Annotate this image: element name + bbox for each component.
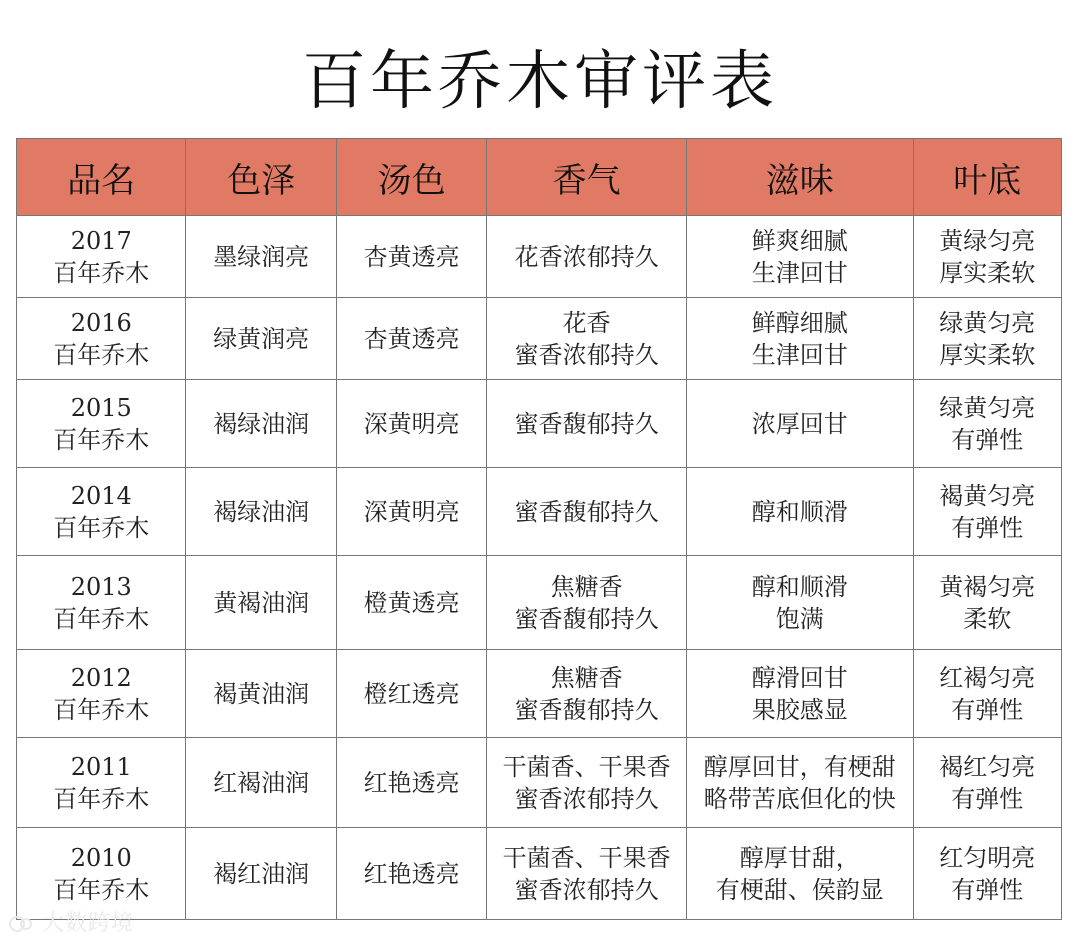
cell-text: 2013 (70, 572, 132, 601)
page-title: 百年乔木审评表 (302, 45, 778, 119)
cell-text: 绿黄润亮 (213, 324, 310, 353)
watermark (8, 906, 134, 937)
cell-color (186, 216, 336, 298)
cell-text: 橙红透亮 (363, 679, 460, 708)
cell-text: 蜜香馥郁持久 (514, 604, 659, 633)
cell-taste (686, 738, 913, 828)
cell-text: 绿黄匀亮 (939, 308, 1036, 337)
cell-text: 2017 (70, 226, 132, 255)
cell-liquor (336, 650, 486, 738)
cell-name (17, 650, 186, 738)
cell-text: 厚实柔软 (939, 340, 1036, 369)
cell-text: 鲜醇细腻 (751, 308, 848, 337)
header-leaf: 叶底 (913, 139, 1061, 216)
header-color: 色泽 (186, 139, 336, 216)
cell-leaf (913, 828, 1061, 920)
cell-aroma (487, 828, 687, 920)
cell-aroma (487, 468, 687, 556)
cell-text: 有梗甜、侯韵显 (715, 875, 884, 904)
cell-leaf (913, 216, 1061, 298)
cell-liquor (336, 216, 486, 298)
cell-text: 红艳透亮 (363, 768, 460, 797)
header-name: 品名 (17, 139, 186, 216)
table-row (17, 216, 1062, 298)
watermark-text: 大数跨境 (42, 911, 135, 936)
cell-text: 百年乔木 (53, 875, 150, 904)
cell-text: 醇厚回甘，有梗甜 (703, 752, 896, 781)
cell-text: 绿黄匀亮 (939, 393, 1036, 422)
table-row (17, 738, 1062, 828)
cell-text: 厚实柔软 (939, 258, 1036, 287)
cell-text: 蜜香馥郁持久 (514, 409, 659, 438)
cell-text: 蜜香浓郁持久 (514, 875, 659, 904)
cell-text: 花香浓郁持久 (514, 242, 659, 271)
cell-text: 红褐油润 (213, 768, 310, 797)
cell-text: 红艳透亮 (363, 859, 460, 888)
cell-text: 杏黄透亮 (363, 324, 460, 353)
review-table (16, 138, 1062, 920)
cell-text: 百年乔木 (53, 784, 150, 813)
cell-text: 橙黄透亮 (363, 588, 460, 617)
cell-taste (686, 298, 913, 380)
cell-aroma (487, 380, 687, 468)
cell-aroma (487, 556, 687, 650)
cell-text: 褐绿油润 (213, 409, 310, 438)
table-row (17, 380, 1062, 468)
cell-text: 黄褐匀亮 (939, 572, 1036, 601)
cell-text: 生津回甘 (751, 258, 848, 287)
cell-text: 2010 (70, 843, 132, 872)
cell-text: 褐红匀亮 (939, 752, 1036, 781)
cell-taste (686, 556, 913, 650)
cell-taste (686, 216, 913, 298)
cell-leaf (913, 468, 1061, 556)
cell-name (17, 738, 186, 828)
cell-color (186, 380, 336, 468)
cell-taste (686, 380, 913, 468)
cell-liquor (336, 298, 486, 380)
cell-text: 百年乔木 (53, 258, 150, 287)
cell-aroma (487, 298, 687, 380)
cell-text: 有弹性 (951, 425, 1024, 454)
cell-text: 有弹性 (951, 513, 1024, 542)
cell-leaf (913, 738, 1061, 828)
cell-aroma (487, 216, 687, 298)
cell-color (186, 738, 336, 828)
cell-leaf (913, 650, 1061, 738)
cell-text: 2011 (70, 752, 132, 781)
cell-color (186, 556, 336, 650)
cell-name (17, 380, 186, 468)
cell-text: 褐黄匀亮 (939, 481, 1036, 510)
cell-taste (686, 468, 913, 556)
cell-liquor (336, 468, 486, 556)
cell-liquor (336, 828, 486, 920)
cell-text: 干菌香、干果香 (502, 843, 671, 872)
cell-liquor (336, 380, 486, 468)
cell-text: 红匀明亮 (939, 843, 1036, 872)
cell-text: 花香 (562, 308, 611, 337)
cell-text: 生津回甘 (751, 340, 848, 369)
cell-text: 焦糖香 (550, 572, 623, 601)
cell-text: 2015 (70, 393, 132, 422)
cell-text: 醇和顺滑 (751, 497, 848, 526)
cell-text: 红褐匀亮 (939, 663, 1036, 692)
cell-text: 蜜香馥郁持久 (514, 695, 659, 724)
table-row (17, 650, 1062, 738)
cell-color (186, 650, 336, 738)
cell-text: 蜜香馥郁持久 (514, 497, 659, 526)
cell-text: 醇厚甘甜， (739, 843, 860, 872)
cell-text: 2016 (70, 308, 132, 337)
table-row (17, 298, 1062, 380)
cell-text: 百年乔木 (53, 604, 150, 633)
cell-text: 深黄明亮 (363, 409, 460, 438)
cell-text: 杏黄透亮 (363, 242, 460, 271)
cell-taste (686, 828, 913, 920)
header-liquor: 汤色 (336, 139, 486, 216)
cell-text: 果胶感显 (751, 695, 848, 724)
cell-text: 浓厚回甘 (751, 409, 848, 438)
cell-text: 2014 (70, 481, 132, 510)
cell-liquor (336, 738, 486, 828)
cell-name (17, 298, 186, 380)
watermark-logo-icon (8, 913, 34, 935)
cell-leaf (913, 556, 1061, 650)
cell-text: 黄褐油润 (213, 588, 310, 617)
cell-text: 鲜爽细腻 (751, 226, 848, 255)
cell-text: 干菌香、干果香 (502, 752, 671, 781)
cell-text: 有弹性 (951, 875, 1024, 904)
cell-text: 2012 (70, 663, 132, 692)
cell-text: 蜜香浓郁持久 (514, 340, 659, 369)
cell-text: 百年乔木 (53, 425, 150, 454)
cell-text: 褐绿油润 (213, 497, 310, 526)
cell-leaf (913, 298, 1061, 380)
table-row (17, 468, 1062, 556)
table-row (17, 828, 1062, 920)
cell-text: 柔软 (963, 604, 1012, 633)
cell-color (186, 298, 336, 380)
cell-text: 百年乔木 (53, 340, 150, 369)
cell-color (186, 468, 336, 556)
cell-text: 百年乔木 (53, 695, 150, 724)
table-row (17, 556, 1062, 650)
cell-text: 深黄明亮 (363, 497, 460, 526)
cell-aroma (487, 650, 687, 738)
cell-text: 醇和顺滑 (751, 572, 848, 601)
cell-text: 褐黄油润 (213, 679, 310, 708)
cell-text: 饱满 (775, 604, 824, 633)
cell-name (17, 216, 186, 298)
cell-aroma (487, 738, 687, 828)
cell-name (17, 556, 186, 650)
header-row (17, 139, 1062, 216)
header-taste: 滋味 (686, 139, 913, 216)
cell-text: 醇滑回甘 (751, 663, 848, 692)
header-aroma: 香气 (487, 139, 687, 216)
cell-taste (686, 650, 913, 738)
cell-color (186, 828, 336, 920)
cell-text: 黄绿匀亮 (939, 226, 1036, 255)
cell-text: 焦糖香 (550, 663, 623, 692)
cell-text: 蜜香浓郁持久 (514, 784, 659, 813)
cell-text: 有弹性 (951, 695, 1024, 724)
cell-text: 百年乔木 (53, 513, 150, 542)
cell-text: 有弹性 (951, 784, 1024, 813)
cell-text: 褐红油润 (213, 859, 310, 888)
cell-leaf (913, 380, 1061, 468)
cell-text: 墨绿润亮 (213, 242, 310, 271)
cell-liquor (336, 556, 486, 650)
cell-name (17, 468, 186, 556)
cell-text: 略带苦底但化的快 (703, 784, 896, 813)
